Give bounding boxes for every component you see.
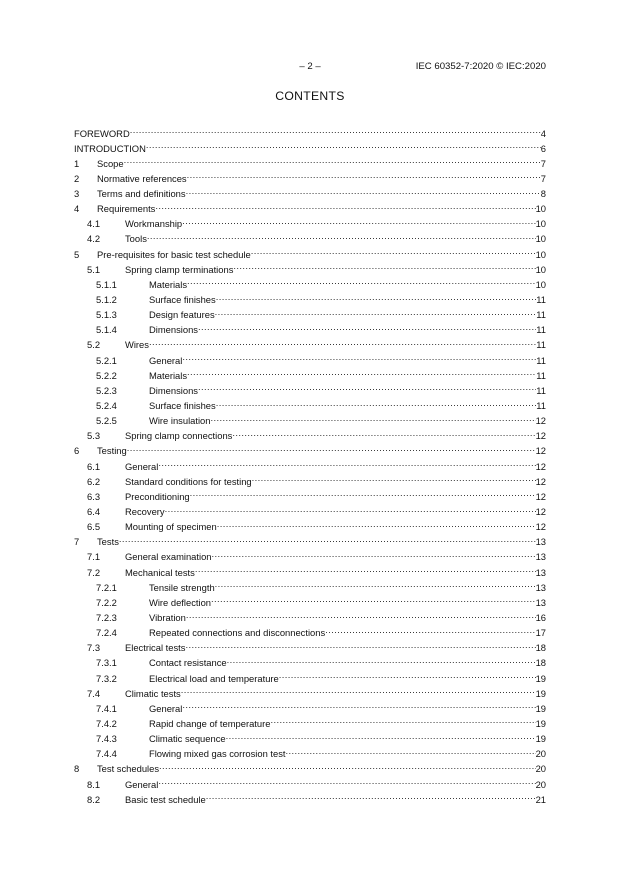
toc-entry-number: 5.1.1	[96, 278, 117, 290]
toc-entry[interactable]	[74, 548, 546, 563]
toc-entry-title: Testing	[97, 445, 127, 457]
toc-entry[interactable]	[74, 578, 546, 593]
dot-leader	[186, 185, 541, 198]
toc-entry[interactable]	[74, 321, 546, 336]
toc-entry[interactable]	[74, 139, 546, 154]
dot-leader	[233, 260, 535, 273]
toc-entry-page: 19	[535, 672, 546, 684]
toc-entry-title: Tools	[125, 233, 147, 245]
toc-entry[interactable]	[74, 624, 546, 639]
toc-entry[interactable]	[74, 684, 546, 699]
toc-entry-title: Mechanical tests	[125, 566, 195, 578]
toc-entry[interactable]	[74, 790, 546, 805]
toc-entry[interactable]	[74, 503, 546, 518]
toc-entry-number: 6.1	[87, 460, 101, 472]
dot-leader	[187, 366, 536, 379]
dot-leader	[215, 578, 536, 591]
dot-leader	[198, 381, 536, 394]
toc-entry-number: 7.3	[87, 642, 101, 654]
toc-entry-title: Climatic tests	[125, 687, 181, 699]
page-title: CONTENTS	[275, 89, 345, 103]
dot-leader	[159, 760, 536, 773]
toc-entry[interactable]	[74, 124, 546, 139]
toc-entry-number: 7.2.1	[96, 581, 117, 593]
toc-entry[interactable]	[74, 200, 546, 215]
toc-entry-number: 6	[74, 445, 80, 457]
toc-entry-page: 13	[535, 551, 546, 563]
toc-entry-title: Design features	[149, 309, 215, 321]
toc-entry-page: 8	[540, 188, 546, 200]
dot-leader	[158, 457, 535, 470]
dot-leader	[182, 351, 536, 364]
toc-entry[interactable]	[74, 169, 546, 184]
toc-entry[interactable]	[74, 730, 546, 745]
toc-entry-number: 5.3	[87, 430, 101, 442]
toc-entry-number: 7.3.1	[96, 657, 117, 669]
toc-entry-title: Mounting of specimen	[125, 521, 217, 533]
toc-entry[interactable]	[74, 366, 546, 381]
dot-leader	[195, 563, 536, 576]
toc-entry-number: 6.2	[87, 475, 101, 487]
toc-entry[interactable]	[74, 154, 546, 169]
dot-leader	[187, 169, 541, 182]
toc-entry[interactable]	[74, 351, 546, 366]
toc-entry-page: 20	[535, 763, 546, 775]
toc-entry[interactable]	[74, 699, 546, 714]
toc-entry-number: 7.3.2	[96, 672, 117, 684]
toc-entry-page: 10	[535, 218, 546, 230]
toc-entry[interactable]	[74, 654, 546, 669]
toc-entry-page: 6	[540, 142, 546, 154]
toc-entry[interactable]	[74, 639, 546, 654]
dot-leader	[216, 291, 537, 304]
toc-entry-number: 5.2	[87, 339, 101, 351]
dot-leader	[182, 699, 535, 712]
toc-entry[interactable]	[74, 457, 546, 472]
toc-entry[interactable]	[74, 669, 546, 684]
toc-entry-page: 19	[535, 702, 546, 714]
toc-entry-page: 19	[535, 687, 546, 699]
toc-entry-title: Pre-requisites for basic test schedule	[97, 248, 251, 260]
toc-entry-page: 16	[535, 612, 546, 623]
toc-entry-title: Rapid change of temperature	[149, 717, 271, 729]
toc-entry[interactable]	[74, 760, 546, 775]
dot-leader	[130, 124, 541, 137]
dot-leader	[155, 200, 535, 213]
toc-entry-number: 5.1.3	[96, 309, 117, 321]
toc-entry-title: Contact resistance	[149, 657, 227, 669]
dot-leader	[165, 503, 536, 516]
toc-entry-number: 4.1	[87, 218, 101, 230]
toc-entry-number: 6.3	[87, 490, 101, 502]
toc-entry-page: 13	[535, 536, 546, 548]
dot-leader	[158, 775, 535, 788]
toc-entry-number: 7.4.4	[96, 748, 117, 760]
toc-entry[interactable]	[74, 260, 546, 275]
dot-leader	[198, 321, 536, 334]
toc-entry[interactable]	[74, 775, 546, 790]
toc-entry-title: Tensile strength	[149, 581, 215, 593]
toc-entry-title: Materials	[149, 278, 188, 290]
toc-entry-number: 5.2.5	[96, 415, 117, 427]
toc-entry-title: Workmanship	[125, 218, 183, 230]
toc-entry-page: 11	[536, 400, 546, 412]
dot-leader	[185, 639, 535, 652]
toc-entry-page: 12	[535, 490, 546, 502]
toc-entry-page: 10	[535, 263, 546, 275]
dot-leader	[215, 306, 537, 319]
toc-entry-page: 19	[535, 733, 546, 745]
dot-leader	[210, 412, 535, 425]
toc-entry-number: 3	[74, 188, 80, 200]
toc-entry-page: 12	[535, 475, 546, 487]
toc-entry-title: Surface finishes	[149, 400, 216, 412]
dot-leader	[217, 518, 536, 531]
toc-entry-page: 12	[535, 521, 546, 533]
toc-entry-title: Electrical load and temperature	[149, 672, 279, 684]
toc-entry-number: 5	[74, 248, 80, 260]
toc-entry-page: 19	[535, 717, 546, 729]
dot-leader	[211, 593, 536, 606]
toc-entry[interactable]	[74, 185, 546, 200]
toc-entry[interactable]	[74, 291, 546, 306]
toc-entry-number: 7.2.2	[96, 596, 117, 608]
toc-entry-title: Test schedules	[97, 763, 160, 775]
page-number: – 2 –	[299, 61, 321, 72]
toc-entry-page: 11	[536, 354, 546, 366]
toc-entry-title: Repeated connections and disconnections	[149, 627, 326, 639]
toc-entry-page: 12	[535, 415, 546, 427]
toc-entry-page: 12	[535, 445, 546, 457]
toc-entry-title: Wire deflection	[149, 596, 212, 608]
toc-entry-title: Spring clamp terminations	[125, 263, 234, 275]
toc-entry-number: 2	[74, 172, 80, 184]
toc-entry-page: 17	[535, 627, 546, 639]
toc-entry-page: 20	[535, 748, 546, 760]
toc-entry[interactable]	[74, 306, 546, 321]
table-of-contents	[74, 124, 546, 805]
toc-entry-title: Materials	[149, 369, 188, 381]
toc-entry-page: 4	[540, 127, 546, 139]
dot-leader	[251, 245, 536, 258]
toc-entry[interactable]	[74, 336, 546, 351]
dot-leader	[147, 230, 536, 243]
toc-entry-page: 10	[535, 233, 546, 245]
toc-entry[interactable]	[74, 397, 546, 412]
toc-entry-page: 11	[536, 384, 546, 396]
dot-leader	[186, 609, 536, 622]
toc-entry-page: 12	[535, 506, 546, 518]
toc-entry-title: Climatic sequence	[149, 733, 226, 745]
toc-entry-page: 10	[535, 248, 546, 260]
toc-entry-title: Flowing mixed gas corrosion test	[149, 748, 286, 760]
toc-entry-number: 7.4	[87, 687, 101, 699]
toc-entry-title: Vibration	[149, 612, 186, 623]
dot-leader	[252, 472, 536, 485]
toc-entry-page: 13	[535, 596, 546, 608]
toc-entry-title: General	[125, 778, 159, 790]
dot-leader	[181, 684, 536, 697]
toc-entry-number: 7	[74, 536, 80, 548]
toc-entry[interactable]	[74, 442, 546, 457]
toc-entry-title: General	[149, 702, 183, 714]
dot-leader	[146, 139, 541, 152]
toc-entry[interactable]	[74, 518, 546, 533]
toc-entry-page: 20	[535, 778, 546, 790]
toc-entry-title: Terms and definitions	[97, 188, 186, 200]
toc-entry-page: 7	[540, 172, 546, 184]
dot-leader	[119, 533, 536, 546]
toc-entry-page: 18	[535, 642, 546, 654]
dot-leader	[270, 714, 535, 727]
dot-leader	[232, 427, 535, 440]
toc-entry-title: Surface finishes	[149, 294, 216, 306]
dot-leader	[187, 275, 536, 288]
toc-entry-title: Spring clamp connections	[125, 430, 233, 442]
toc-entry-title: FOREWORD	[74, 127, 130, 139]
toc-entry-number: 7.4.1	[96, 702, 117, 714]
toc-entry-number: 8.2	[87, 793, 101, 805]
dot-leader	[325, 624, 535, 637]
toc-entry-title: Wire insulation	[149, 415, 211, 427]
toc-entry-number: 7.2	[87, 566, 101, 578]
toc-entry[interactable]	[74, 563, 546, 578]
toc-entry-number: 8	[74, 763, 80, 775]
toc-entry[interactable]	[74, 230, 546, 245]
toc-entry[interactable]	[74, 745, 546, 760]
toc-entry-title: INTRODUCTION	[74, 142, 146, 154]
toc-entry-page: 13	[535, 566, 546, 578]
toc-entry-title: Standard conditions for testing	[125, 475, 252, 487]
toc-entry-page: 10	[535, 278, 546, 290]
dot-leader	[227, 654, 536, 667]
toc-entry-title: Requirements	[97, 203, 156, 215]
toc-entry-title: Dimensions	[149, 384, 198, 396]
dot-leader	[286, 745, 536, 758]
toc-entry[interactable]	[74, 245, 546, 260]
toc-entry-page: 11	[536, 309, 546, 321]
toc-entry-number: 5.1	[87, 263, 101, 275]
toc-entry-title: General examination	[125, 551, 212, 563]
toc-entry-page: 10	[535, 203, 546, 215]
toc-entry[interactable]	[74, 381, 546, 396]
toc-entry-page: 11	[536, 324, 546, 336]
toc-entry-title: Basic test schedule	[125, 793, 206, 805]
toc-entry-page: 18	[535, 657, 546, 669]
toc-entry-title: Normative references	[97, 172, 187, 184]
toc-entry[interactable]	[74, 533, 546, 548]
toc-entry[interactable]	[74, 275, 546, 290]
toc-entry[interactable]	[74, 714, 546, 729]
dot-leader	[226, 730, 536, 743]
toc-entry-number: 5.2.4	[96, 400, 117, 412]
toc-entry-title: Electrical tests	[125, 642, 186, 654]
dot-leader	[279, 669, 536, 682]
dot-leader	[124, 154, 541, 167]
toc-entry-page: 13	[535, 581, 546, 593]
toc-entry-title: Scope	[97, 157, 124, 169]
toc-entry-number: 7.1	[87, 551, 101, 563]
toc-entry-title: Tests	[97, 536, 119, 548]
toc-entry-title: General	[125, 460, 159, 472]
toc-entry-number: 1	[74, 157, 80, 169]
dot-leader	[149, 336, 536, 349]
toc-entry-number: 7.4.3	[96, 733, 117, 745]
toc-entry-number: 5.1.4	[96, 324, 117, 336]
dot-leader	[206, 790, 536, 803]
toc-entry-page: 12	[535, 460, 546, 472]
toc-entry-page: 21	[535, 793, 546, 805]
toc-entry-number: 7.4.2	[96, 717, 117, 729]
toc-entry[interactable]	[74, 487, 546, 502]
toc-entry-number: 4	[74, 203, 80, 215]
toc-entry-number: 8.1	[87, 778, 101, 790]
dot-leader	[212, 548, 536, 561]
toc-entry-title: General	[149, 354, 183, 366]
toc-entry[interactable]	[74, 609, 546, 624]
toc-entry-page: 12	[535, 430, 546, 442]
dot-leader	[216, 397, 537, 410]
toc-entry-number: 7.2.4	[96, 627, 117, 639]
toc-entry-page: 11	[536, 369, 546, 381]
toc-entry[interactable]	[74, 412, 546, 427]
toc-entry-number: 5.2.1	[96, 354, 117, 366]
toc-entry-title: Preconditioning	[125, 490, 190, 502]
toc-entry-number: 7.2.3	[96, 612, 117, 623]
toc-entry-page: 7	[540, 157, 546, 169]
toc-entry-number: 6.5	[87, 521, 101, 533]
toc-entry-title: Recovery	[125, 506, 165, 518]
toc-entry[interactable]	[74, 215, 546, 230]
dot-leader	[127, 442, 536, 455]
toc-entry-page: 11	[536, 339, 546, 351]
toc-entry[interactable]	[74, 593, 546, 608]
toc-entry-number: 4.2	[87, 233, 101, 245]
toc-entry-number: 5.2.2	[96, 369, 117, 381]
toc-entry-title: Dimensions	[149, 324, 198, 336]
toc-entry[interactable]	[74, 427, 546, 442]
toc-entry-number: 5.1.2	[96, 294, 117, 306]
dot-leader	[190, 487, 536, 500]
toc-entry-number: 6.4	[87, 506, 101, 518]
document-id: IEC 60352-7:2020 © IEC:2020	[415, 61, 546, 72]
toc-entry[interactable]	[74, 472, 546, 487]
toc-entry-title: Wires	[125, 339, 149, 351]
toc-entry-number: 5.2.3	[96, 384, 117, 396]
dot-leader	[182, 215, 535, 228]
toc-entry-page: 11	[536, 294, 546, 306]
